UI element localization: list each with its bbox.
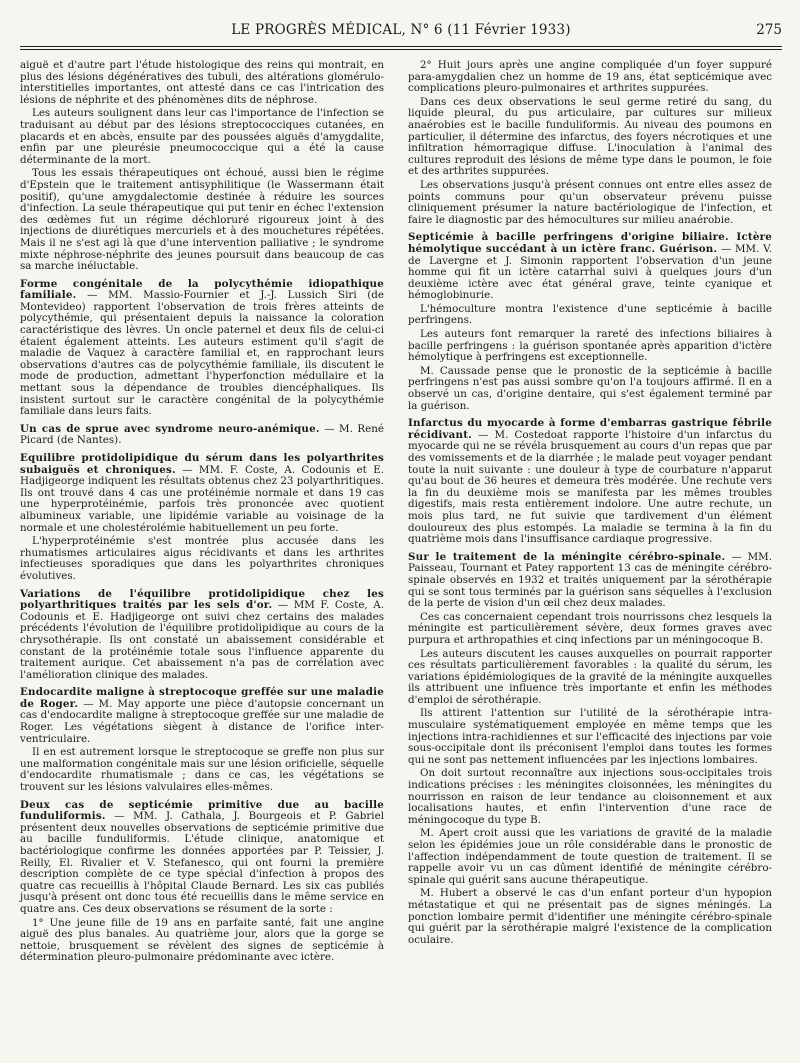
communication-heading: Forme congénitale de la polycythémie idiopathique familiale.: [20, 277, 384, 302]
page-number: 275: [756, 22, 782, 38]
communication-body: — MM. V. de Lavergne et J. Simonin rapportent l'observation d'un jeune homme qui fit un ictère catarrhal suivi à quelques jours d'un deuxième ictère avec état général grave, teinte cyanique et hémoglobinurie.: [408, 242, 772, 302]
paragraph: Ces cas concernaient cependant trois nourrissons chez lesquels la méningite est particulièrement sévère, deux formes graves avec purpura et arthropathies et cinq infections par un méningocoque B.: [408, 610, 772, 646]
paragraph: Les auteurs font remarquer la rareté des infections biliaires à bacille perfringens : la guérison spontanée après apparition d'ictère hémolytique à perfringens est exceptionnelle.: [408, 328, 772, 364]
paragraph: M. Caussade pense que le pronostic de la septicémie à bacille perfringens n'est pas aussi sombre qu'on l'a toujours affirmé. Il en a observé un cas, d'origine dentaire, qui s'est également terminé par la guérison.: [408, 364, 772, 412]
communication-heading: Variations de l'équilibre protidolipidique chez les polyarthritiques traités par les sels d'or.: [20, 587, 384, 612]
paragraph: Il en est autrement lorsque le streptocoque se greffe non plus sur une malformation congénitale mais sur une lésion orificielle, séquelle d'endocardite rhumatismale ; dans ce cas, les végétations se trouvent sur les lésions valvulaires elles-mêmes.: [20, 746, 384, 794]
paragraph: M. Apert croit aussi que les variations de gravité de la maladie selon les épidémies joue un rôle considérable dans le pronostic de l'affection indépendamment de toute question de traitement. Il se rappelle avoir vu un cas dûment identifié de méningite cérébro-spinale qui guérit sans aucune thérapeutique.: [408, 827, 772, 886]
communication-heading: Septicémie à bacille perfringens d'origine biliaire. Ictère hémolytique succédant à un ictère franc. Guérison.: [408, 231, 772, 255]
communication-heading: Deux cas de septicémie primitive due au bacille funduliformis.: [20, 798, 384, 823]
paragraph: Tous les essais thérapeutiques ont échoué, aussi bien le régime d'Epstein que le traitement antisyphilitique (le Wassermann était positif), qu'une amygdalectomie destinée à réduire les sources d'infection. La seule thérapeutique qui put tenir en échec l'extension des œdèmes fut un régime déchloruré rigoureux joint à des injections de diurétiques mercuriels et à des mouchetures répétées. Mais il ne s'est agi là que d'une intervention palliative ; le syndrome mixte néphrose-néphrite des jeunes poursuit dans beaucoup de cas sa marche inéluctable.: [20, 167, 384, 273]
header-rule-thin: [20, 49, 782, 50]
communication-body: — M. René Picard (de Nantes).: [20, 422, 384, 447]
communication-heading: Sur le traitement de la méningite cérébro-spinale.: [408, 550, 726, 563]
paragraph: On doit surtout reconnaître aux injections sous-occipitales trois indications précises : les méningites cloisonnées, les méningites du nourrisson en raison de leur tendance au cloisonnement et aux localisations hautes, et enfin l'intervention d'une race de méningocoque du type B.: [408, 767, 772, 826]
left-column: [20, 60, 384, 966]
communication-entry: [408, 232, 772, 302]
communication-heading: Infarctus du myocarde à forme d'embarras gastrique fébrile récidivant.: [408, 417, 772, 441]
communication-entry: [20, 453, 384, 534]
right-column: [408, 60, 772, 948]
paragraph: Dans ces deux observations le seul germe retiré du sang, du liquide pleural, du pus articulaire, par cultures sur milieux anaérobies est le bacille funduliformis. Au niveau des poumons en particulier, il détermine des infarctus, des foyers nécrotiques et une infiltration hémorragique diffuse. L'inoculation à l'animal des cultures reproduit des lésions de même type dans le poumon, le foie et des arthrites suppurées.: [408, 95, 772, 178]
communication-heading: Un cas de sprue avec syndrome neuro-anémique.: [20, 422, 320, 435]
running-header: [20, 22, 782, 44]
paragraph: 2° Huit jours après une angine compliquée d'un foyer suppuré para-amygdalien chez un homme de 19 ans, état septicémique avec complications pleuro-pulmonaires et arthrites suppurées.: [408, 59, 772, 95]
communication-entry: [20, 687, 384, 745]
communication-heading: Equilibre protidolipidique du sérum dans les polyarthrites subaiguës et chroniques.: [20, 452, 384, 476]
communication-body: — MM. Paisseau, Tournant et Patey rapportent 13 cas de méningite cérébro-spinale observés en 1932 et traités uniquement par la sérothérapie qui se sont tous terminés par la guérison sans séquelles à l'exclusion de la perte de vision d'un œil chez deux malades.: [408, 550, 773, 610]
communication-entry: [20, 279, 384, 418]
communication-entry: [20, 800, 384, 916]
communication-body: — M. Costedoat rapporte l'histoire d'un infarctus du myocarde qui ne se révéla brusquement au cours d'un repas que par des vomissements et de la diarrhée ; le malade peut voyager pendant toute la nuit suivante : une douleur à type de courbature n'apparut qu'au bout de 36 heures et demeura très modérée. Une rechute vers la fin du deuxième mois se manifesta par les mêmes troubles digestifs, mais resta entièrement indolore. Une autre rechute, un mois plus tard, ne fut suivie que tardivement d'un élément douloureux des plus estompés. La maladie se termina à la fin du quatrième mois dans l'insuffisance cardiaque progressive.: [408, 428, 772, 546]
communication-body: — MM F. Coste, A. Codounis et E. Hadjigeorge ont suivi chez certains des malades précédents l'évolution de l'équilibre protidolipidique au cours de la chrysothérapie. Ils ont constaté un abaissement considérable et constant de la protéinémie totale sous l'influence apparente du traitement aurique. Cet abaissement n'a pas de corrélation avec l'amélioration clinique des malades.: [20, 599, 384, 681]
paragraph: L'hyperprotéinémie s'est montrée plus accusée dans les rhumatismes articulaires aigus récidivants et dans les arthrites infectieuses sporadiques que dans les polyarthrites chroniques évolutives.: [20, 535, 384, 582]
communication-entry: [20, 589, 384, 682]
paragraph: Les auteurs discutent les causes auxquelles on pourrait rapporter ces résultats particulièrement favorables : la qualité du sérum, les variations épidémiologiques de la gravité de la méningite auxquelles ils attribuent une influence très importante et enfin les méthodes d'emploi de sérothérapie.: [408, 647, 772, 706]
communication-entry: [408, 552, 772, 610]
paragraph: Ils attirent l'attention sur l'utilité de la sérothérapie intra-musculaire systématiquement employée en même temps que les injections intra-rachidiennes et sur l'efficacité des injections par voie sous-occipitale dont ils préconisent l'emploi dans toutes les formes qui ne sont pas nettement influencées par les injections lombaires.: [408, 707, 772, 766]
paragraph: aiguë et d'autre part l'étude histologique des reins qui montrait, en plus des lésions dégénératives des tubuli, des altérations glomérulo-interstitielles importantes, ont attesté dans ce cas l'intrication des lésions de néphrite et des phénomènes dits de néphrose.: [20, 59, 384, 106]
paragraph: L'hémoculture montra l'existence d'une septicémie à bacille perfringens.: [408, 302, 772, 327]
header-rule: [20, 46, 782, 47]
communication-body: — MM. J. Cathala, J. Bourgeois et P. Gabriel présentent deux nouvelles observations de septicémie primitive due au bacille funduliformis. L'étude clinique, anatomique et bactériologique confirme les données apportées par P. Teissier, J. Reilly, El. Rivalier et V. Stefanesco, qui ont fourni la première description complète de ce type spécial d'infection à propos des quatre cas recueillis à l'hôpital Claude Bernard. Les six cas publiés jusqu'à présent ont donc tous été recueillis dans le même service en quatre ans. Ces deux observations se résument de la sorte :: [20, 810, 384, 915]
communication-entry: [408, 418, 772, 546]
paragraph: 1° Une jeune fille de 19 ans en parfaite santé, fait une angine aiguë des plus banales. Au quatrième jour, alors que la gorge se nettoie, brusquement se révèlent des signes de septicémie à détermination pleuro-pulmonaire prédominante avec ictère.: [20, 916, 384, 964]
communication-body: — M. May apporte une pièce d'autopsie concernant un cas d'endocardite maligne à streptocoque greffée sur une maladie de Roger. Les végétations siègent à distance de l'orifice inter-ventriculaire.: [20, 697, 384, 745]
communication-heading: Endocardite maligne à streptocoque greffée sur une maladie de Roger.: [20, 686, 384, 710]
communication-body: — MM. Massio-Fournier et J.-J. Lussich Siri (de Montevideo) rapportent l'observation de trois frères atteints de polycythémie, qui présentaient depuis la naissance la coloration caractéristique des lèvres. Un oncle paternel et deux fils de celui-ci étaient également atteints. Les auteurs estiment qu'il s'agit de maladie de Vaquez à caractère familial et, en rapprochant leurs observations d'autres cas de polycythémie familiale, ils discutent le mode de production, admettant l'hyperfonction médullaire et la mettant sous la dépendance de troubles diencéphaliques. Ils insistent surtout sur le caractère congénital de la polycythémie familiale dans leurs faits.: [20, 289, 384, 418]
journal-title: LE PROGRÈS MÉDICAL, N° 6 (11 Février 1933): [231, 22, 571, 38]
communication-body: — MM. F. Coste, A. Codounis et E. Hadjigeorge indiquent les résultats obtenus chez 23 polyarthritiques. Ils ont trouvé dans 4 cas une protéinémie normale et dans 19 cas une hyperprotéinémie, parfois très prononcée avec quotient albumineux variable, une lipidémie variable au voisinage de la normale et une cholestérolémie habituellement un peu forte.: [20, 463, 384, 534]
paragraph: Les auteurs soulignent dans leur cas l'importance de l'infection se traduisant au début par des lésions streptococciques cutanées, en placards et en abcès, ensuite par des poussées aiguës d'amygdalite, enfin par une pleurésie pneumococcique qui a été la cause déterminante de la mort.: [20, 107, 384, 166]
paragraph: M. Hubert a observé le cas d'un enfant porteur d'un hypopion métastatique et qui ne présentait pas de signes méningés. La ponction lombaire permit d'identifier une méningite cérébro-spinale qui guérit par la sérothérapie malgré l'existence de la complication oculaire.: [408, 887, 772, 946]
paragraph: Les observations jusqu'à présent connues ont entre elles assez de points communs pour qu'un observateur prévenu puisse cliniquement présumer la nature bactériologique de l'infection, et faire le diagnostic par des hémocultures sur milieu anaérobie.: [408, 178, 772, 226]
communication-entry: [20, 424, 384, 447]
